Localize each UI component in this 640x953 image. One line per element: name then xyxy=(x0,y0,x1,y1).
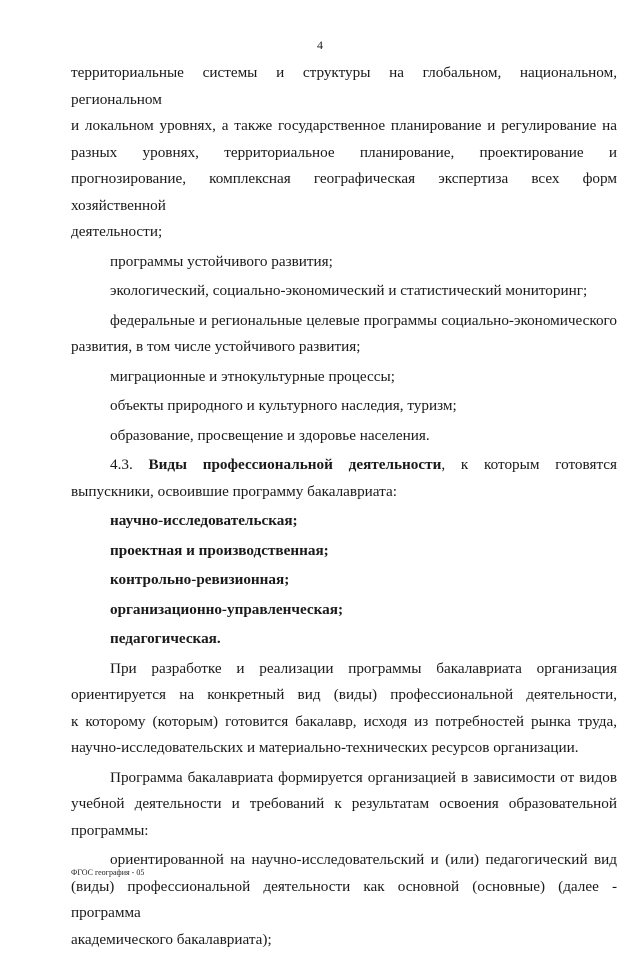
list-item: миграционные и этнокультурные процессы; xyxy=(71,364,617,391)
text-line: При разработке и реализации программы бакалавриата организация xyxy=(71,656,617,683)
list-item: образование, просвещение и здоровье населения. xyxy=(71,423,617,450)
text-line: (виды) профессиональной деятельности как основной (основные) (далее - программа xyxy=(71,874,617,927)
section-text: , к которым готовятся xyxy=(441,456,617,473)
text-line: ориентированной на научно-исследовательский и (или) педагогический вид xyxy=(71,847,617,874)
list-item: объекты природного и культурного наследия, туризм; xyxy=(71,393,617,420)
text-line: к которому (которым) готовится бакалавр, исходя из потребностей рынка труда, xyxy=(71,709,617,736)
list-item: экологический, социально-экономический и статистический мониторинг; xyxy=(71,278,617,305)
section-number: 4.3. xyxy=(110,456,133,473)
text-line: выпускники, освоившие программу бакалавриата: xyxy=(71,479,617,506)
activity-type: контрольно-ревизионная; xyxy=(71,567,617,594)
list-item: программы устойчивого развития; xyxy=(71,249,617,276)
section-4-3 xyxy=(71,452,617,479)
text-line: прогнозирование, комплексная географическая экспертиза всех форм хозяйственной xyxy=(71,166,617,219)
text-line: развития, в том числе устойчивого развития; xyxy=(71,334,617,361)
footer-label: ФГОС география - 05 xyxy=(71,868,144,877)
document-body xyxy=(71,60,617,953)
text-line: и локальном уровнях, а также государственное планирование и регулирование на xyxy=(71,113,617,140)
text-line: разных уровнях, территориальное планирование, проектирование и xyxy=(71,140,617,167)
list-item: федеральные и региональные целевые программы социально-экономического xyxy=(71,308,617,335)
text-line: программы: xyxy=(71,818,617,845)
activity-type: педагогическая. xyxy=(71,626,617,653)
page-number: 4 xyxy=(0,38,640,53)
activity-type: научно-исследовательская; xyxy=(71,508,617,535)
text-line: территориальные системы и структуры на глобальном, национальном, региональном xyxy=(71,60,617,113)
text-line: учебной деятельности и требований к результатам освоения образовательной xyxy=(71,791,617,818)
text-line: Программа бакалавриата формируется организацией в зависимости от видов xyxy=(71,765,617,792)
text-line: научно-исследовательских и материально-технических ресурсов организации. xyxy=(71,735,617,762)
text-line: академического бакалавриата); xyxy=(71,927,617,953)
activity-type: проектная и производственная; xyxy=(71,538,617,565)
activity-type: организационно-управленческая; xyxy=(71,597,617,624)
section-heading: Виды профессиональной деятельности xyxy=(149,456,442,473)
text-line: ориентируется на конкретный вид (виды) профессиональной деятельности, xyxy=(71,682,617,709)
text-line: деятельности; xyxy=(71,219,617,246)
